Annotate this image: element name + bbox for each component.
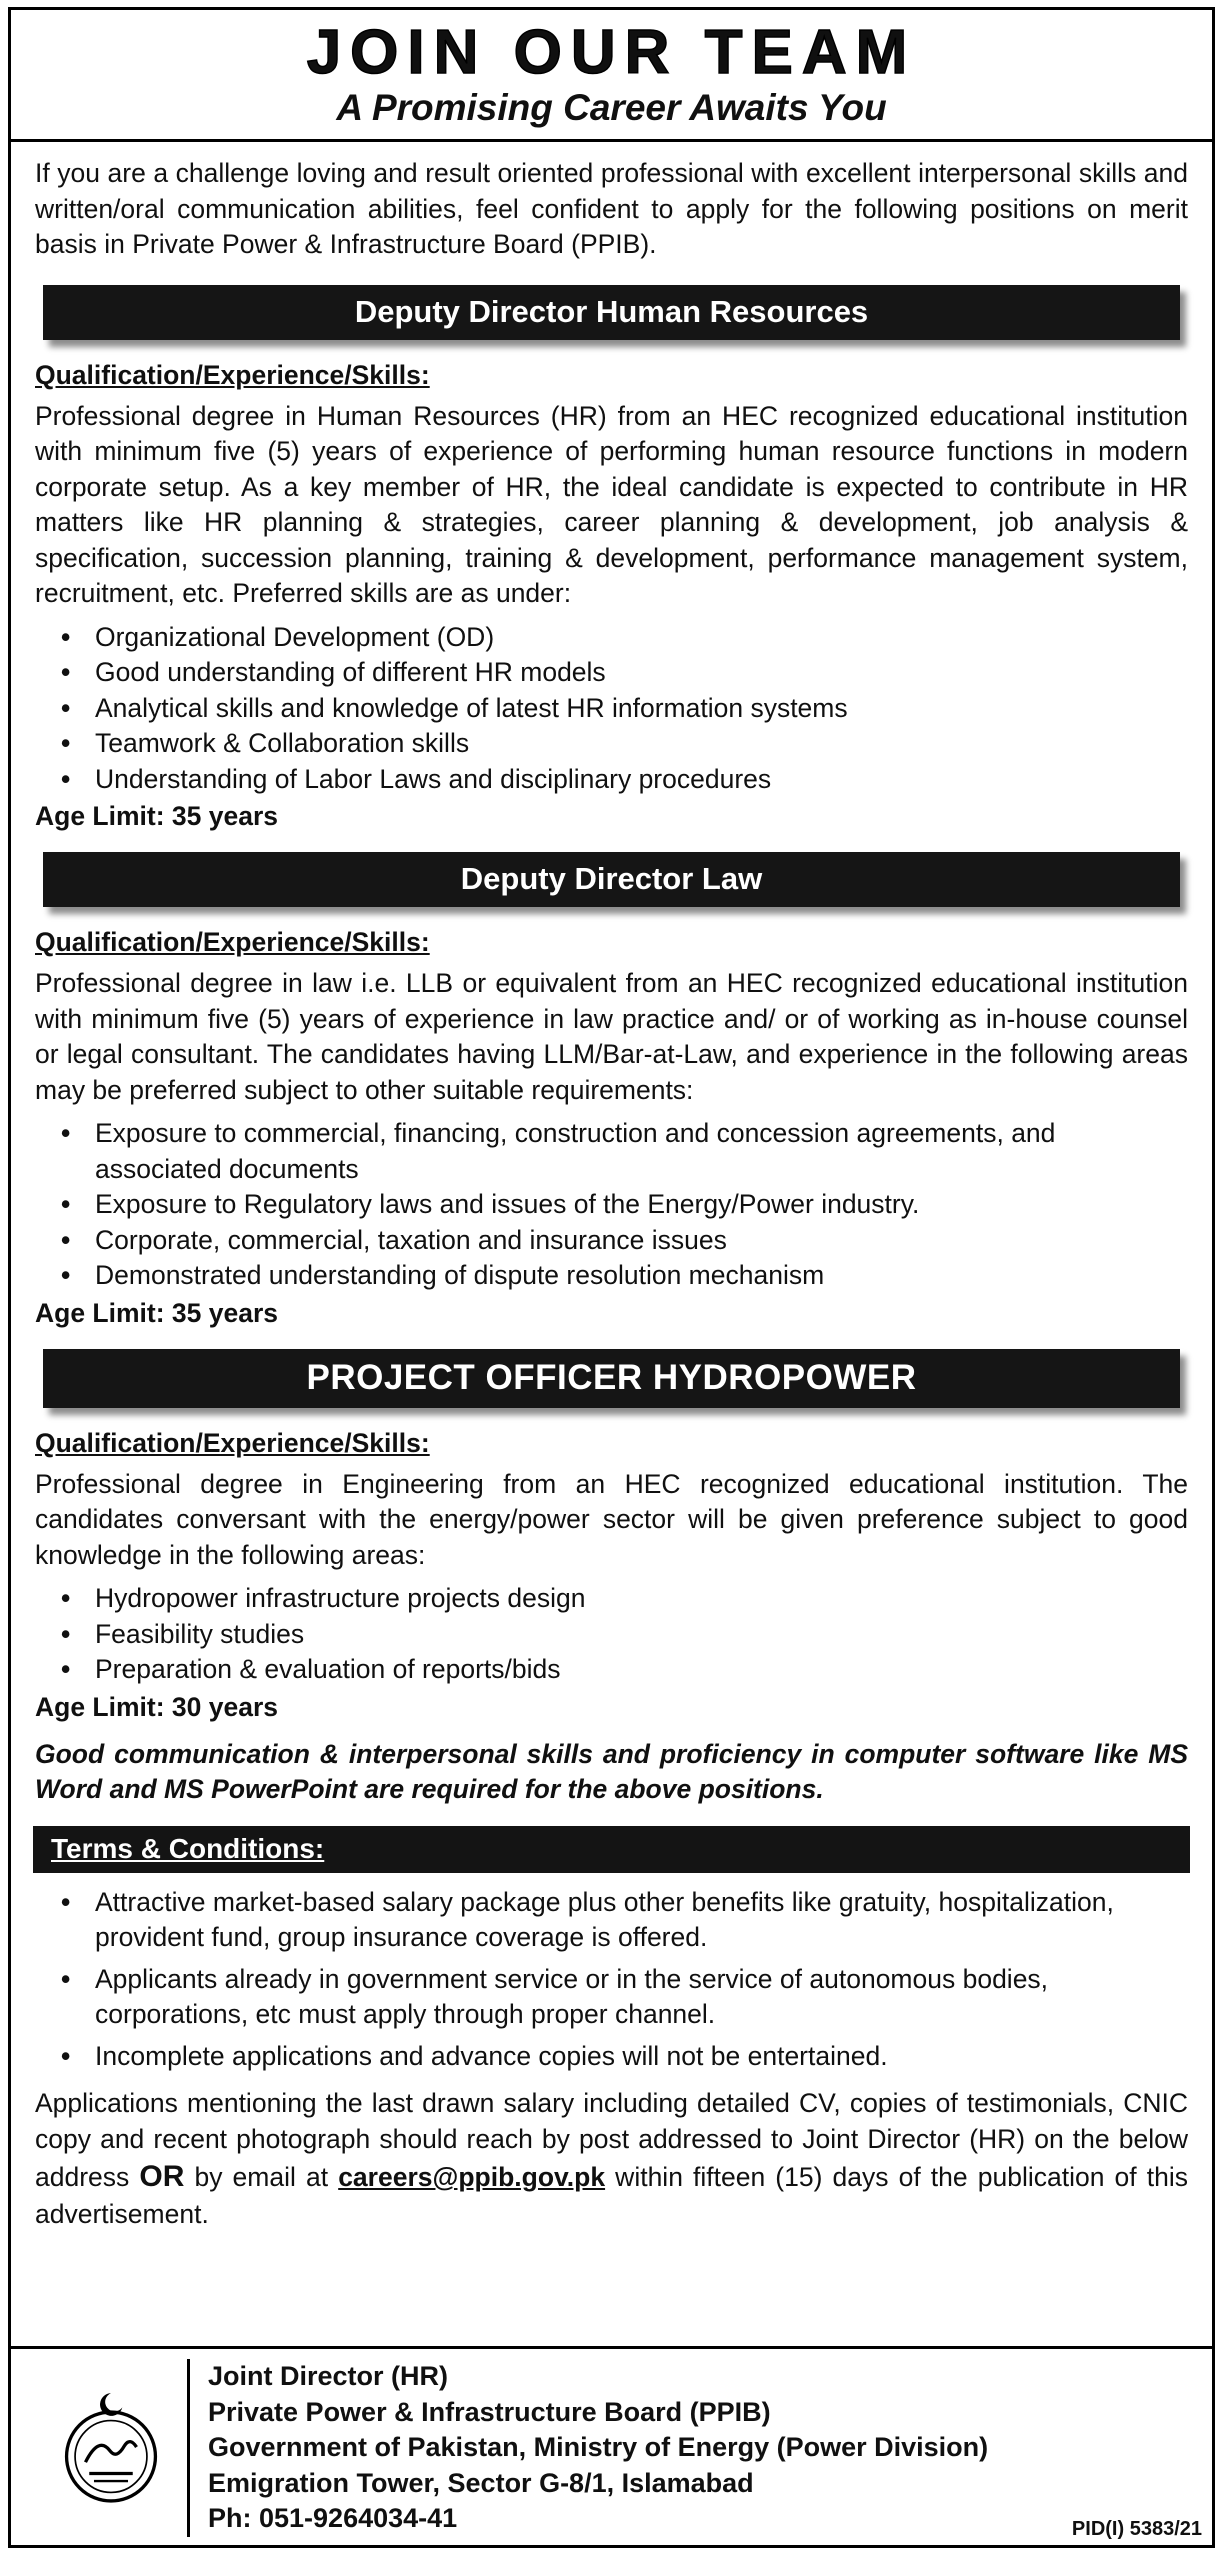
closing-paragraph (35, 2086, 1188, 2233)
age-limit-hydropower: Age Limit: 30 years (35, 1691, 279, 1722)
skills-note: Good communication & interpersonal skills and proficiency in computer software like MS Word and MS PowerPoint are required for the above positions. (35, 1738, 1188, 1805)
age-limit-hr: Age Limit: 35 years (35, 801, 279, 832)
or-emphasis: OR (139, 2160, 185, 2194)
bullet-item: • Understanding of Labor Laws and disciplinary procedures (35, 762, 1188, 798)
ppib-emblem-icon (59, 2390, 163, 2506)
bullet-item: • Feasibility studies (35, 1617, 1188, 1653)
section-bar-deputy-director-law: Deputy Director Law (43, 852, 1180, 907)
bullet-list-hydropower (35, 1581, 1188, 1688)
bullet-item: • Good understanding of different HR models (35, 655, 1188, 691)
closing-text-3: within fifteen (15) days of the publication of this advertisement. (35, 2162, 1188, 2230)
pid-number: PID(I) 5383/21 (1071, 2518, 1202, 2540)
terms-bullet-list (35, 1885, 1188, 2081)
qualification-label-hr: Qualification/Experience/Skills: (35, 359, 430, 390)
header-divider (11, 139, 1212, 142)
intro-paragraph: If you are a challenge loving and result oriented professional with excellent interpersonal skills and written/oral communication abilities, feel confident to apply for the following positions on merit basis in Private Power & Infrastructure Board (PPIB). (35, 158, 1188, 260)
bullet-item: • Teamwork & Collaboration skills (35, 726, 1188, 762)
ad-title: JOIN OUR TEAM (306, 18, 917, 87)
bullet-item: • Exposure to Regulatory laws and issues of the Energy/Power industry. (35, 1187, 1188, 1223)
section-body-hr: Professional degree in Human Resources (HR) from an HEC recognized educational institution with minimum five (5) years of experience of performing human resource functions in modern corporate setup. As a key member of HR, the ideal candidate is expected to contribute in HR matters like HR planning & strategies, career planning & development, job analysis & specification, succession planning, training & development, performance management system, recruitment, etc. Preferred skills are as under: (35, 400, 1188, 609)
terms-and-conditions-bar (33, 1826, 1190, 1873)
bullet-item: • Hydropower infrastructure projects design (35, 1581, 1188, 1617)
flex-spacer (35, 2239, 1188, 2334)
closing-text-2: by email at (184, 2162, 339, 2193)
bullet-item: • Organizational Development (OD) (35, 620, 1188, 656)
closing-text-1: Applications mentioning the last drawn salary including detailed CV, copies of testimonials, CNIC copy and recent photograph should reach by post addressed to Joint Director (HR) on the below address (35, 2088, 1188, 2193)
footer-vertical-divider (187, 2359, 190, 2537)
bullet-list-law (35, 1116, 1188, 1294)
footer-organization: Private Power & Infrastructure Board (PPIB) (208, 2396, 771, 2427)
footer-phone: Ph: 051-9264034-41 (208, 2503, 458, 2534)
bullet-item: • Analytical skills and knowledge of latest HR information systems (35, 691, 1188, 727)
ad-footer (11, 2346, 1212, 2545)
terms-bullet-item: • Attractive market-based salary package plus other benefits like gratuity, hospitalization, provident fund, group insurance coverage is offered. (35, 1885, 1188, 1956)
qualification-label-hydropower: Qualification/Experience/Skills: (35, 1427, 430, 1458)
terms-bullet-item: • Applicants already in government service or in the service of autonomous bodies, corporations, etc must apply through proper channel. (35, 1962, 1188, 2033)
bullet-item: • Preparation & evaluation of reports/bids (35, 1652, 1188, 1688)
footer-ministry: Government of Pakistan, Ministry of Energy (Power Division) (208, 2432, 989, 2463)
footer-address-block (208, 2359, 988, 2537)
terms-title: Terms & Conditions: (51, 1832, 325, 1864)
age-limit-law: Age Limit: 35 years (35, 1297, 279, 1328)
ppib-logo (51, 2390, 171, 2506)
section-bar-deputy-director-hr: Deputy Director Human Resources (43, 285, 1180, 340)
bullet-item: • Corporate, commercial, taxation and insurance issues (35, 1223, 1188, 1259)
ad-border (8, 7, 1215, 2548)
footer-address: Emigration Tower, Sector G-8/1, Islamabad (208, 2467, 754, 2498)
section-body-law: Professional degree in law i.e. LLB or equivalent from an HEC recognized educational institution with minimum five (5) years of experience in law practice and/ or of working as in-house counsel or legal consultant. The candidates having LLM/Bar-at-Law, and experience in the following areas may be preferred subject to other suitable requirements: (35, 968, 1188, 1105)
qualification-label-law: Qualification/Experience/Skills: (35, 927, 430, 958)
footer-joint-director: Joint Director (HR) (208, 2360, 449, 2391)
bullet-item: • Demonstrated understanding of dispute resolution mechanism (35, 1258, 1188, 1294)
section-body-hydropower: Professional degree in Engineering from an HEC recognized educational institution. The candidates conversant with the energy/power sector will be given preference subject to good knowledge in the following areas: (35, 1468, 1188, 1570)
email-link[interactable]: careers@ppib.gov.pk (338, 2162, 606, 2193)
bullet-list-hr (35, 620, 1188, 798)
section-bar-project-officer-hydropower: PROJECT OFFICER HYDROPOWER (43, 1349, 1180, 1408)
bullet-item: • Exposure to commercial, financing, construction and concession agreements, and associated documents (35, 1116, 1188, 1187)
terms-bullet-item: • Incomplete applications and advance copies will not be entertained. (35, 2039, 1188, 2075)
ad-subtitle: A Promising Career Awaits You (336, 87, 887, 129)
